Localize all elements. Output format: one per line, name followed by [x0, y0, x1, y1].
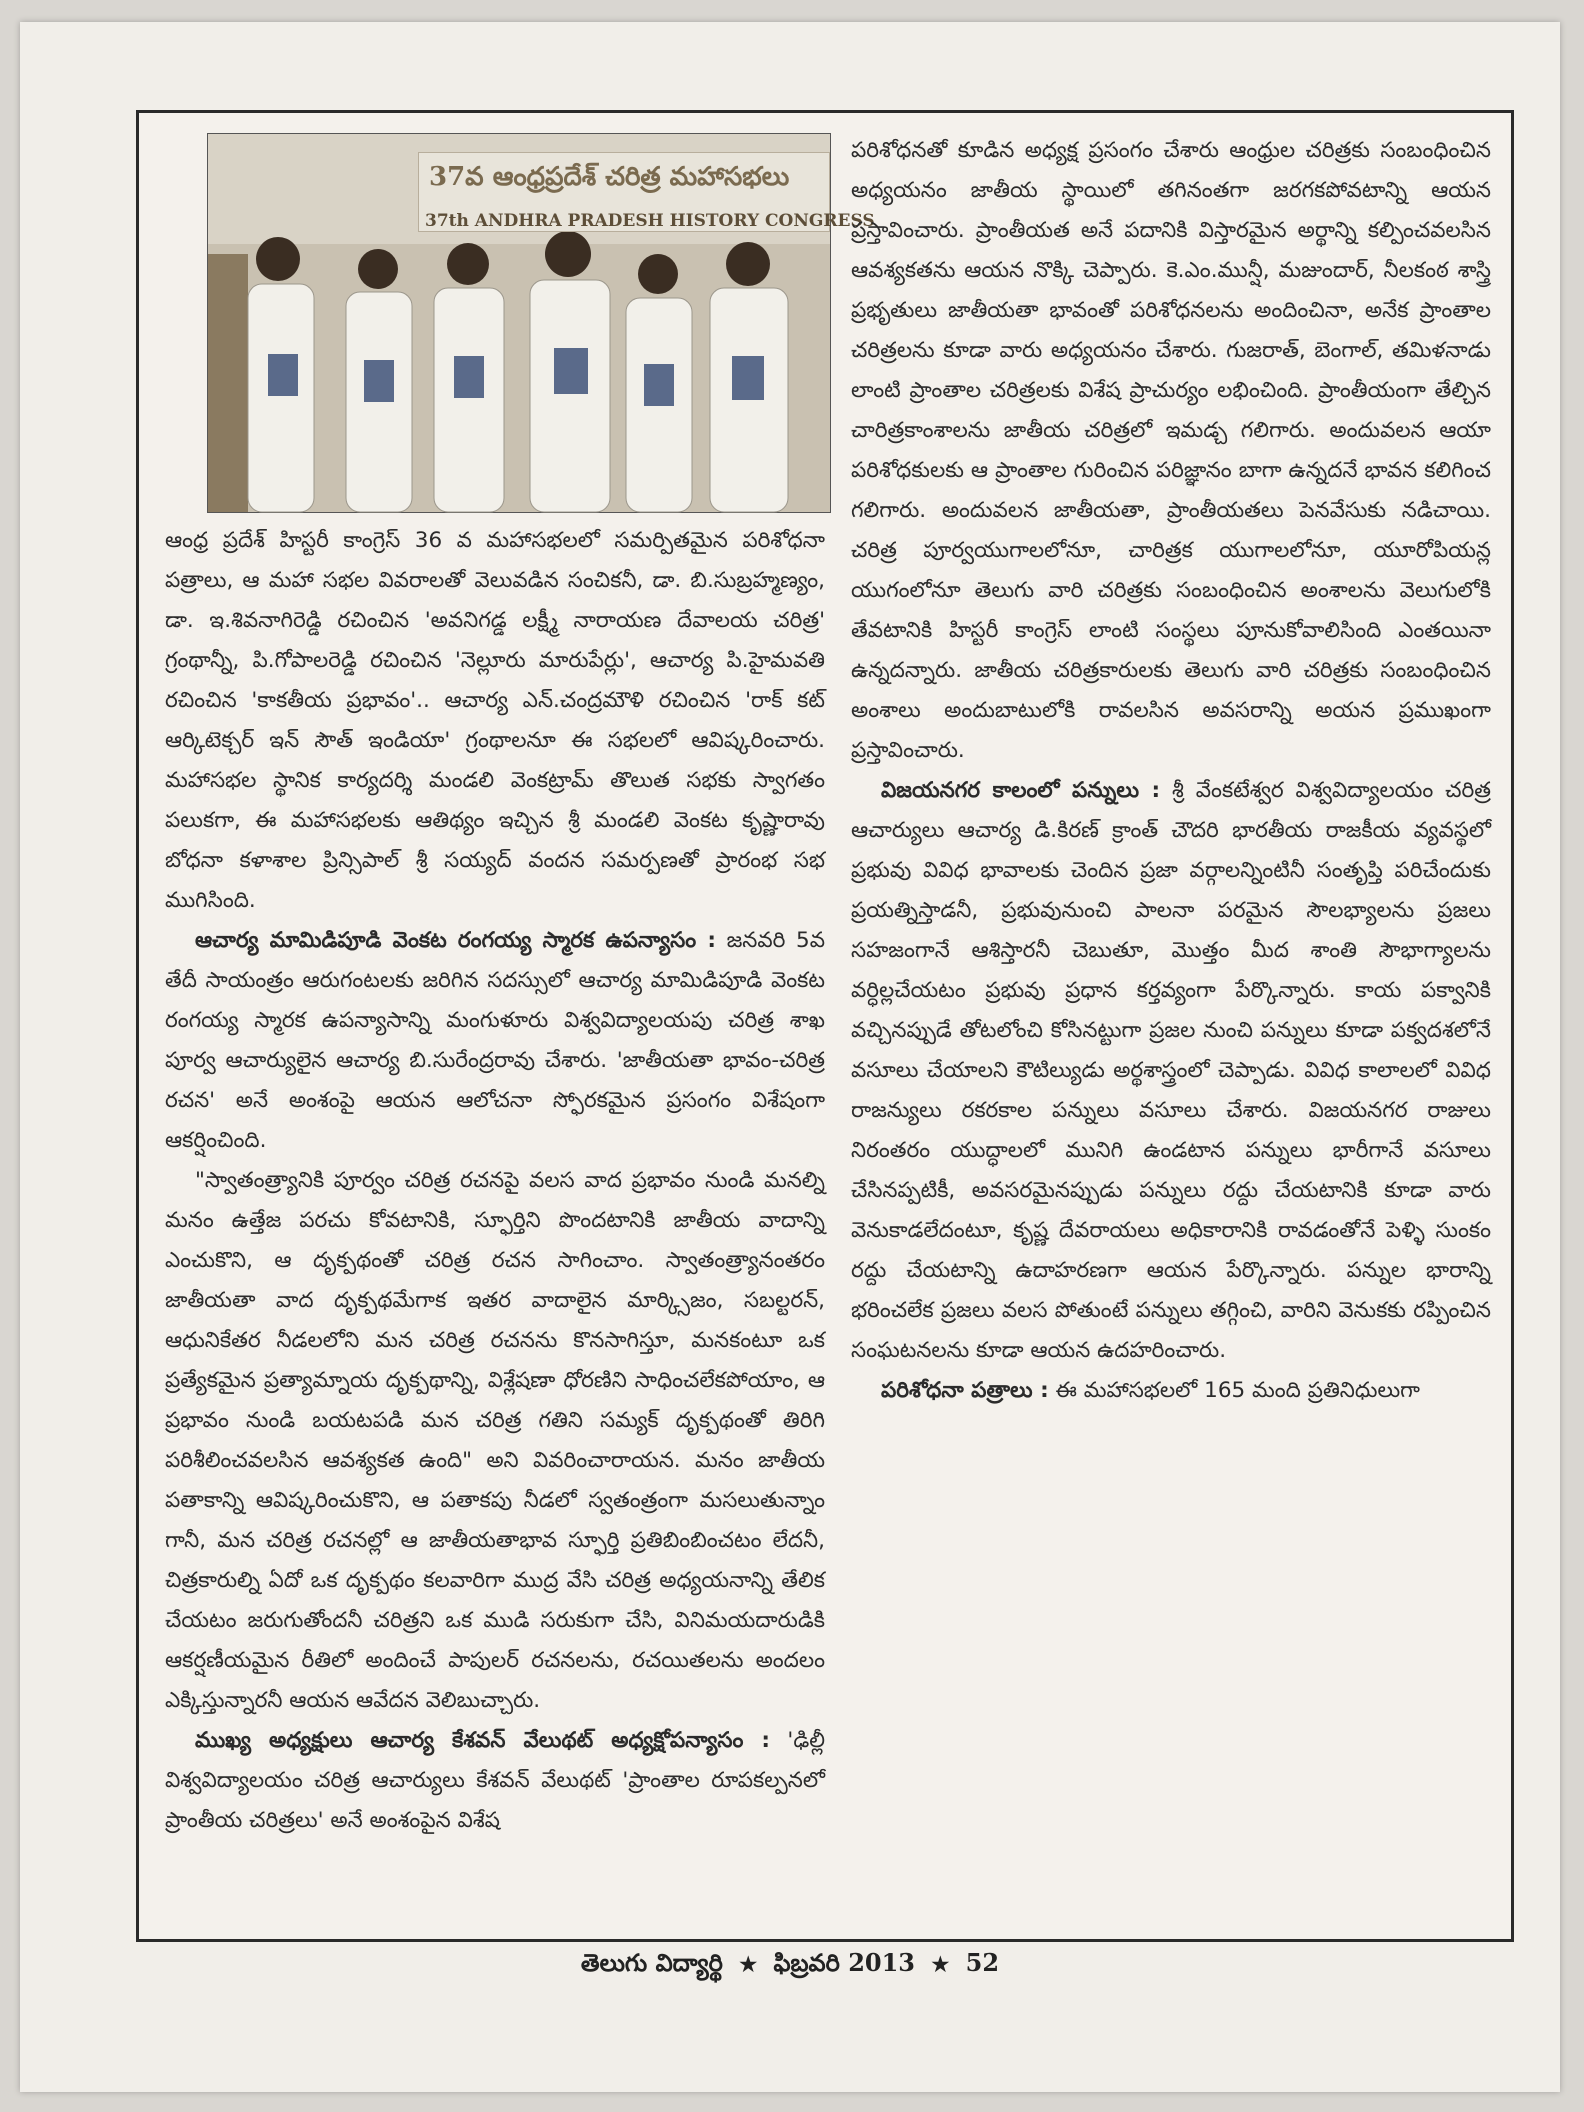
- right-para-2: [851, 771, 1491, 1371]
- left-para-4: [165, 1721, 825, 1841]
- right-para-1: పరిశోధనతో కూడిన అధ్యక్ష ప్రసంగం చేశారు ఆంధ్రుల చరిత్రకు సంబంధించిన అధ్యయనం జాతీయ స్థాయిలో తగినంతగా జరగకపోవటాన్ని ఆయన ప్రస్తావించారు. ప్రాంతీయత అనే పదానికి విస్తారమైన అర్థాన్ని కల్పించవలసిన ఆవశ్యకతను ఆయన నొక్కి చెప్పారు. కె.ఎం.మున్షీ, మజుందార్, నీలకంఠ శాస్త్రి ప్రభృతులు జాతీయతా భావంతో పరిశోధనలను అందించినా, అనేక ప్రాంతాల చరిత్రలను కూడా వారు అధ్యయనం చేశారు. గుజరాత్, బెంగాల్, తమిళనాడు లాంటి ప్రాంతాల చరిత్రలకు విశేష ప్రాచుర్యం లభించింది. ప్రాంతీయంగా తేల్చిన చారిత్రకాంశాలను జాతీయ చరిత్రలో ఇమడ్చ గలిగారు. అందువలన ఆయా పరిశోధకులకు ఆ ప్రాంతాల గురించిన పరిజ్ఞానం బాగా ఉన్నదనే భావన కలిగించ గలిగారు. అందువలన జాతీయతా, ప్రాంతీయతలు పెనవేసుకు నడిచాయి. చరిత్ర పూర్వయుగాలలోనూ, చారిత్రక యుగాలలోనూ, యూరోపియన్ల యుగంలోనూ తెలుగు వారి చరిత్రకు సంబంధించిన అంశాలను వెలుగులోకి తేవటానికి హిస్టరీ కాంగ్రెస్ లాంటి సంస్థలు పూనుకోవాలిసింది ఎంతయినా ఉన్నదన్నారు. జాతీయ చరిత్రకారులకు తెలుగు వారి చరిత్రకు సంబంధించిన అంశాలు అందుబాటులోకి రావలసిన అవసరాన్ని అయన ప్రముఖంగా ప్రస్తావించారు.: [851, 138, 1491, 763]
- event-photo: [207, 133, 875, 513]
- left-heading-4: ముఖ్య అధ్యక్షులు ఆచార్య కేశవన్ వేలుథట్ అధ్యక్షోపన్యాసం :: [195, 1728, 771, 1753]
- page-number: 52: [965, 1948, 1000, 1977]
- left-para-4-body: 'ఢిల్లీ విశ్వవిద్యాలయం చరిత్ర ఆచార్యులు కేశవన్ వేలుథట్ 'ప్రాంతాల రూపకల్పనలో ప్రాంతీయ చరిత్రలు' అనే అంశంపైన విశేష: [165, 1728, 825, 1833]
- left-para-1: ఆంధ్ర ప్రదేశ్ హిస్టరీ కాంగ్రెస్ 36 వ మహాసభలలో సమర్పితమైన పరిశోధనా పత్రాలు, ఆ మహా సభల వివరాలతో వెలువడిన సంచికనీ, డా. బి.సుబ్రహ్మణ్యం, డా. ఇ.శివనాగిరెడ్డి రచించిన 'అవనిగడ్డ లక్ష్మీ నారాయణ దేవాలయ చరిత్ర' గ్రంథాన్నీ, పి.గోపాలరెడ్డి రచించిన 'నెల్లూరు మారుపేర్లు', ఆచార్య పి.హైమవతి రచించిన 'కాకతీయ ప్రభావం'.. ఆచార్య ఎన్.చంద్రమౌళి రచించిన 'రాక్ కట్ ఆర్కిటెక్చర్ ఇన్ సౌత్ ఇండియా' గ్రంథాలనూ ఈ సభలలో ఆవిష్కరించారు. మహాసభల స్థానిక కార్యదర్శి మండలి వెంకట్రామ్ తొలుత సభకు స్వాగతం పలుకగా, ఈ మహాసభలకు ఆతిథ్యం ఇచ్చిన శ్రీ మండలి వెంకట కృష్ణారావు బోధనా కళాశాల ప్రిన్సిపాల్ శ్రీ సయ్యద్ వందన సమర్పణతో ప్రారంభ సభ ముగిసింది.: [165, 528, 825, 913]
- right-heading-2: విజయనగర కాలంలో పన్నులు :: [881, 778, 1161, 803]
- left-para-3: "స్వాతంత్ర్యానికి పూర్వం చరిత్ర రచనపై వలస వాద ప్రభావం నుండి మనల్ని మనం ఉత్తేజ పరచు కోవటానికి, స్ఫూర్తిని పొందటానికి జాతీయ వాదాన్ని ఎంచుకొని, ఆ దృక్పథంతో చరిత్ర రచన సాగించాం. స్వాతంత్ర్యానంతరం జాతీయతా వాద దృక్పథమేగాక ఇతర వాదాలైన మార్క్సిజం, సబల్టరన్, ఆధునికేతర నీడలలోని మన చరిత్ర రచనను కొనసాగిస్తూ, మనకంటూ ఒక ప్రత్యేకమైన ప్రత్యామ్నాయ దృక్పథాన్ని, విశ్లేషణా ధోరణిని సాధించలేకపోయాం, ఆ ప్రభావం నుండి బయటపడి మన చరిత్ర గతిని సమ్యక్ దృక్పథంతో తిరిగి పరిశీలించవలసిన ఆవశ్యకత ఉంది" అని వివరించారాయన. మనం జాతీయ పతాకాన్ని ఆవిష్కరించుకొని, ఆ పతాకపు నీడలో స్వతంత్రంగా మసలుతున్నాం గానీ, మన చరిత్ర రచనల్లో ఆ జాతీయతాభావ స్ఫూర్తి ప్రతిబింబించటం లేదనీ, చిత్రకారుల్ని ఏదో ఒక దృక్పథం కలవారిగా ముద్ర వేసి చరిత్ర అధ్యయనాన్ని తేలిక చేయటం జరుగుతోందనీ చరిత్రని ఒక ముడి సరుకుగా చేసి, వినిమయదారుడికి ఆకర్షణీయమైన రీతిలో అందించే పాపులర్ రచనలను, రచయితలను అందలం ఎక్కిస్తున్నారనీ ఆయన ఆవేదన వెలిబుచ్చారు.: [165, 1168, 825, 1713]
- star-icon: ★: [739, 1952, 758, 1976]
- left-para-2: [165, 921, 825, 1161]
- left-column: [165, 131, 875, 1925]
- photo-banner: [418, 152, 875, 232]
- footer-magazine: తెలుగు విద్యార్థి: [580, 1948, 723, 1977]
- magazine-page: [20, 22, 1560, 2092]
- star-icon: ★: [931, 1952, 950, 1976]
- right-heading-3: పరిశోధనా పత్రాలు :: [881, 1378, 1049, 1403]
- banner-english: 37th ANDHRA PRADESH HISTORY CONGRESS: [425, 211, 875, 231]
- page-footer: [20, 1948, 1560, 1983]
- right-para-3-body: ఈ మహాసభలలో 165 మంది ప్రతినిధులుగా: [1048, 1378, 1420, 1403]
- article-frame: [136, 110, 1514, 1942]
- right-para-2-body: శ్రీ వేంకటేశ్వర విశ్వవిద్యాలయం చరిత్ర ఆచార్యులు ఆచార్య డి.కిరణ్ క్రాంత్ చౌదరి భారతీయ రాజకీయ వ్యవస్థలో ప్రభువు వివిధ భావాలకు చెందిన ప్రజా వర్గాలన్నింటినీ సంతృప్తి పరిచేందుకు ప్రయత్నిస్తాడనీ, ప్రభువునుంచి పాలనా పరమైన సౌలభ్యాలను ప్రజలు సహజంగానే ఆశిస్తారనీ చెబుతూ, మొత్తం మీద శాంతి సౌభాగ్యాలను వర్ధిల్లచేయటం ప్రభువు ప్రధాన కర్తవ్యంగా పేర్కొన్నారు. కాయ పక్వానికి వచ్చినప్పుడే తోటలోంచి కోసినట్టుగా ప్రజల నుంచి పన్నులు కూడా పక్వదశలోనే వసూలు చేయాలని కౌటిల్యుడు అర్థశాస్త్రంలో చెప్పాడు. వివిధ కాలాలలో వివిధ రాజన్యులు రకరకాల పన్నులు వసూలు చేశారు. విజయనగర రాజులు నిరంతరం యుద్ధాలలో మునిగి ఉండటాన పన్నులు భారీగానే వసూలు చేసినప్పటికీ, అవసరమైనప్పుడు పన్నులు రద్దు చేయటానికి కూడా వారు వెనుకాడలేదంటూ, కృష్ణ దేవరాయలు అధికారానికి రావడంతోనే పెళ్ళి సుంకం రద్దు చేయటాన్ని ఉదాహరణగా ఆయన పేర్కొన్నారు. పన్నుల భారాన్ని భరించలేక ప్రజలు వలస పోతుంటే పన్నులు తగ్గించి, వారిని వెనుకకు రప్పించిన సంఘటనలను కూడా ఆయన ఉదహరించారు.: [851, 778, 1491, 1363]
- left-heading-2: ఆచార్య మామిడిపూడి వెంకట రంగయ్య స్మారక ఉపన్యాసం :: [195, 928, 716, 953]
- banner-telugu: 37వ ఆంధ్రప్రదేశ్ చరిత్ర మహాసభలు: [429, 162, 790, 192]
- right-para-3: [851, 1371, 1491, 1411]
- footer-date: ఫిబ్రవరి 2013: [773, 1948, 915, 1977]
- right-column: [851, 131, 1491, 1925]
- left-para-2-body: జనవరి 5వ తేదీ సాయంత్రం ఆరుగంటలకు జరిగిన సదస్సులో ఆచార్య మామిడిపూడి వెంకట రంగయ్య స్మారక ఉపన్యాసాన్ని మంగుళూరు విశ్వవిద్యాలయపు చరిత్ర శాఖ పూర్వ ఆచార్యులైన ఆచార్య బి.సురేంద్రరావు చేశారు. 'జాతీయతా భావం-చరిత్ర రచన' అనే అంశంపై ఆయన ఆలోచనా స్ఫోరకమైన ప్రసంగం విశేషంగా ఆకర్షించింది.: [165, 928, 825, 1153]
